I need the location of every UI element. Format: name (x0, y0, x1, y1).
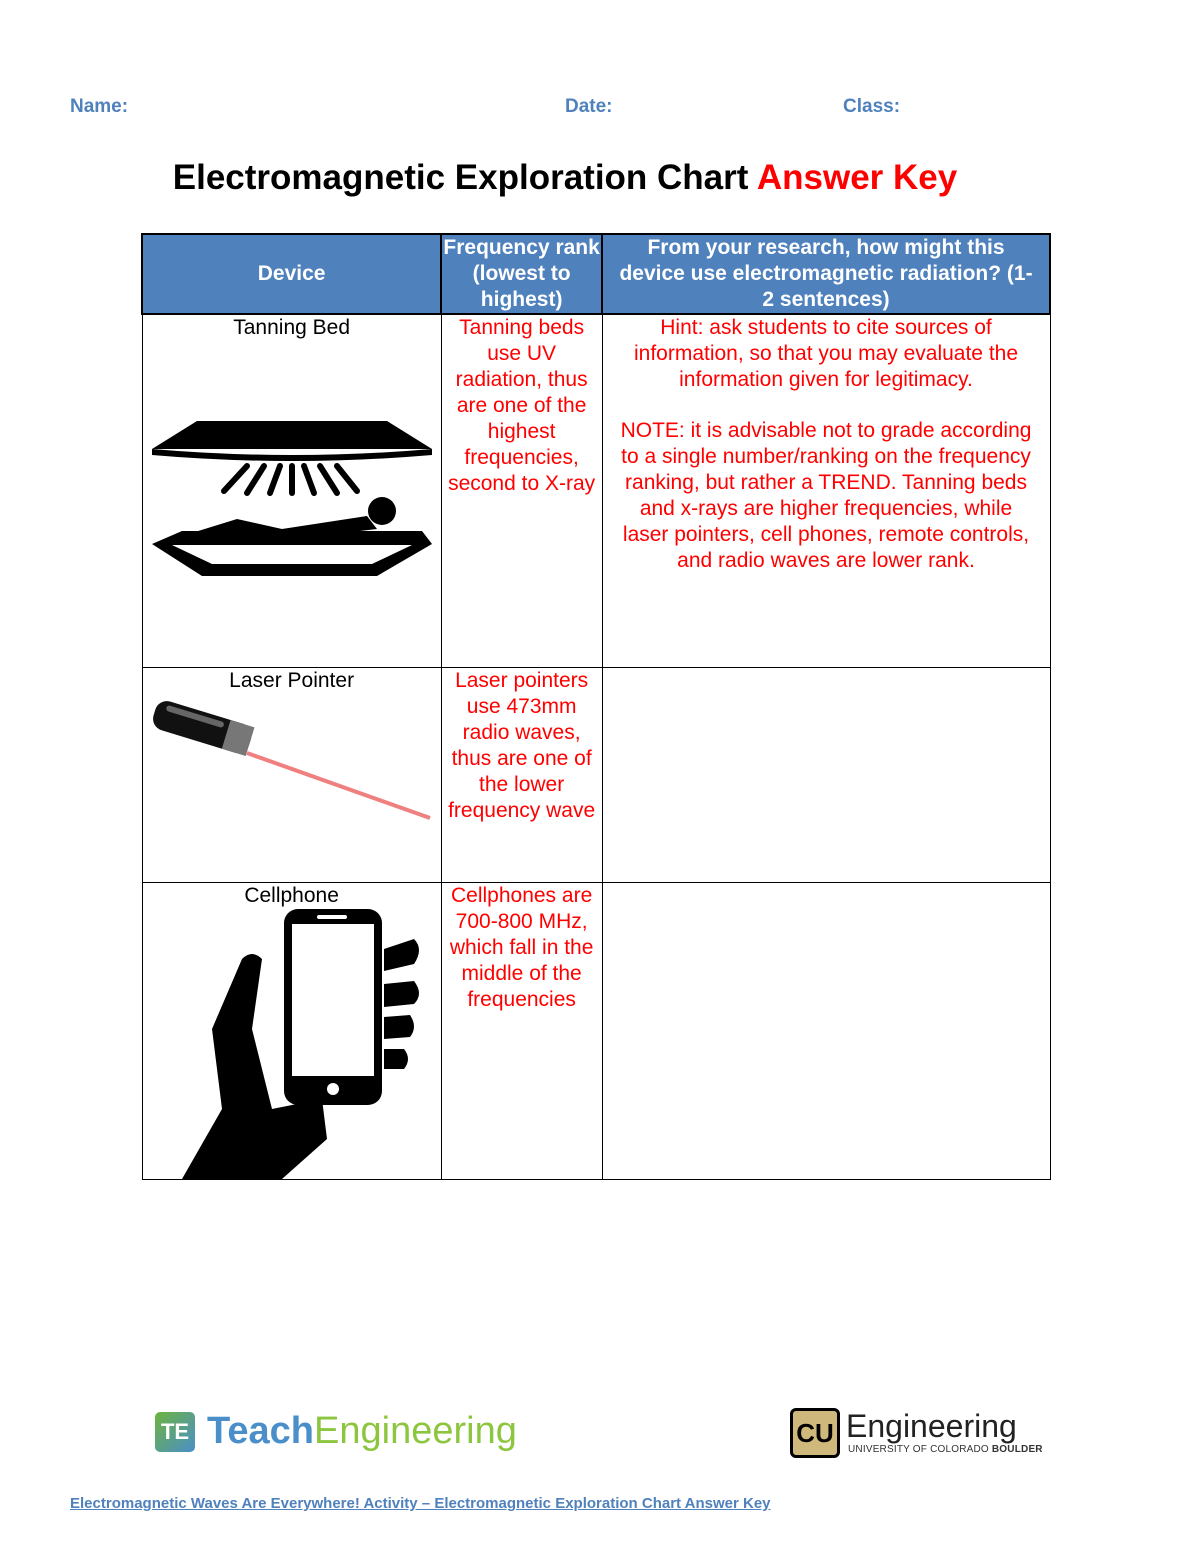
table-row (142, 882, 1050, 1179)
frequency-rank-cell: Tanning beds use UV radiation, thus are one of the highest frequencies, second to X-ray (441, 314, 602, 667)
frequency-rank-cell: Cellphones are 700-800 MHz, which fall in the middle of the frequencies (441, 882, 602, 1179)
table-header-row (142, 234, 1050, 314)
hint-text: Hint: ask students to cite sources of information, so that you may evaluate the information given for legitimacy. (633, 316, 1019, 391)
device-cell (142, 882, 441, 1179)
cellphone-icon (152, 909, 432, 1179)
usage-cell (602, 314, 1050, 667)
table-row (142, 667, 1050, 882)
usage-cell-empty[interactable] (602, 882, 1050, 1179)
class-label: Class: (843, 96, 901, 117)
device-name: Tanning Bed (233, 316, 350, 339)
teachengineering-logo: TE Teach Engineering (155, 1410, 517, 1453)
frequency-rank-cell: Laser pointers use 473mm radio waves, thus are one of the lower frequency wave (441, 667, 602, 882)
answer-key-label: Answer Key (756, 158, 958, 197)
exploration-chart (141, 233, 1051, 1180)
device-cell (142, 314, 441, 667)
col-frequency-rank: Frequency rank (lowest to highest) (441, 234, 602, 314)
col-usage: From your research, how might this device use electromagnetic radiation? (1-2 sentences) (602, 234, 1050, 314)
device-cell (142, 667, 441, 882)
date-label: Date: (565, 96, 613, 117)
device-name: Cellphone (244, 883, 339, 907)
col-device: Device (142, 234, 441, 314)
footer-link[interactable]: Electromagnetic Waves Are Everywhere! Activity – Electromagnetic Exploration Chart Answer Key (70, 1495, 771, 1512)
tanning-bed-icon (152, 421, 432, 581)
name-label: Name: (70, 96, 129, 117)
note-text: NOTE: it is advisable not to grade according to a single number/ranking on the frequency ranking, but rather a TREND. Tanning beds and x-rays are higher frequencies, while laser pointers, cell phones, remote controls, and radio waves are lower rank. (620, 419, 1032, 572)
page-title: Electromagnetic Exploration Chart Answer Key (172, 158, 958, 197)
cu-mark-icon: CU (790, 1408, 840, 1458)
te-mark-icon: TE (155, 1412, 195, 1452)
laser-pointer-icon (152, 698, 432, 828)
cu-engineering-logo: CU Engineering UNIVERSITY OF COLORADO BOULDER (790, 1408, 1043, 1458)
usage-cell-empty[interactable] (602, 667, 1050, 882)
table-row (142, 314, 1050, 667)
device-name: Laser Pointer (229, 668, 355, 692)
